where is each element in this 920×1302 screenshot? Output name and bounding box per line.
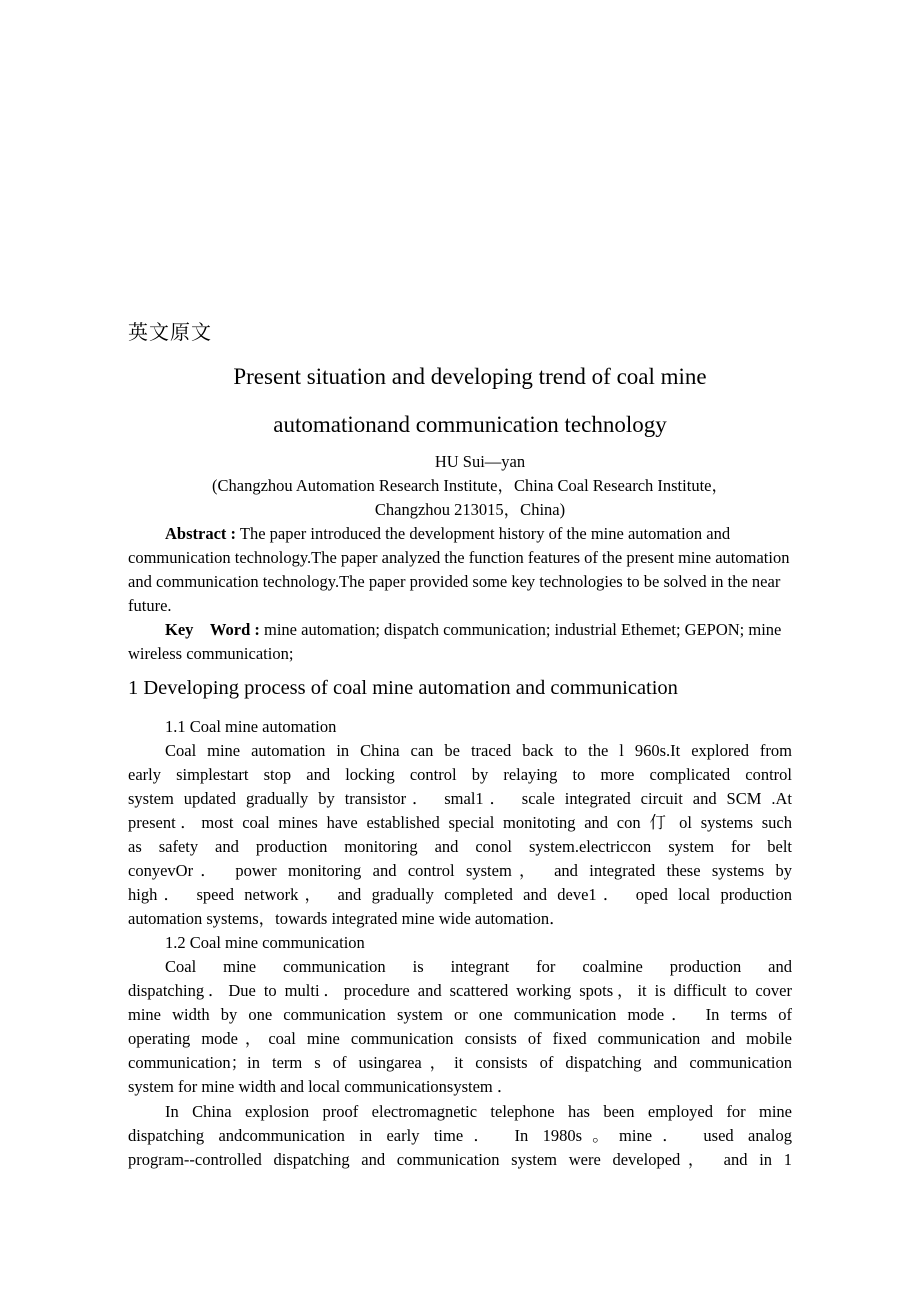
text-line: early simplestart stop and locking control by relaying to more complicated control	[128, 765, 792, 784]
keywords-label: Key Word :	[165, 620, 260, 639]
text-line: dispatching andcommunication in early time． In 1980s。mine． used analog	[128, 1126, 792, 1145]
chinese-heading: 英文原文	[128, 320, 212, 344]
text-line: as safety and production monitoring and conol system.electriccon system for belt	[128, 837, 792, 856]
text-line: present．most coal mines have established special monitoting and con 仃 ol systems such	[128, 813, 792, 832]
text-line: mine width by one communication system or one communication mode． In terms of	[128, 1005, 792, 1024]
affiliation-line-2: Changzhou 213015，China)	[374, 500, 566, 519]
author: HU Sui—yan	[434, 452, 526, 471]
text-line: Coal mine automation in China can be traced back to the l 960s.It explored from	[165, 741, 792, 760]
keywords	[128, 618, 792, 666]
affiliation-line-1: (Changzhou Automation Research Institute，China Coal Research Institute，	[212, 476, 728, 495]
paragraph-automation	[128, 739, 792, 931]
keywords-text: mine automation; dispatch communication; industrial Ethemet; GEPON; mine wireless communication;	[128, 620, 782, 663]
paper-title-line-2: automationand communication technology	[273, 412, 667, 437]
text-line: program--controlled dispatching and communication system were developed， and in 1	[128, 1150, 792, 1169]
text-line: operating mode，coal mine communication consists of fixed communication and mobile	[128, 1029, 792, 1048]
text-line: In China explosion proof electromagnetic telephone has been employed for mine	[165, 1102, 792, 1121]
text-line: Coal mine communication is integrant for coalmine production and	[165, 957, 792, 976]
paragraph-dispatching-history	[128, 1100, 792, 1172]
subsection-heading-automation: 1.1 Coal mine automation	[165, 717, 337, 736]
abstract-text: The paper introduced the development history of the mine automation and communication technology.The paper analyzed the function features of the present mine automation and communication technology.The paper provided some key technologies to be solved in the near future.	[128, 524, 790, 615]
text-line: system updated gradually by transistor． smal1． scale integrated circuit and SCM .At	[128, 789, 792, 808]
paper-title-line-1: Present situation and developing trend of coal mine	[233, 364, 707, 389]
text-line: dispatching．Due to multi．procedure and scattered working spots，it is difficult to cover	[128, 981, 792, 1000]
subsection-heading-communication: 1.2 Coal mine communication	[165, 933, 365, 952]
text-line: automation systems，towards integrated mine wide automation．	[128, 909, 566, 928]
text-line: conyevOr． power monitoring and control system， and integrated these systems by	[128, 861, 792, 880]
text-line: system for mine width and local communicationsystem ．	[128, 1077, 514, 1096]
abstract	[128, 522, 792, 618]
text-line: high． speed network， and gradually completed and deve1． oped local production	[128, 885, 792, 904]
section-heading: 1 Developing process of coal mine automation and communication	[128, 677, 678, 699]
abstract-label: Abstract :	[165, 524, 237, 543]
text-line: communication；in term s of usingarea，it consists of dispatching and communication	[128, 1053, 792, 1072]
paragraph-communication	[128, 955, 792, 1099]
